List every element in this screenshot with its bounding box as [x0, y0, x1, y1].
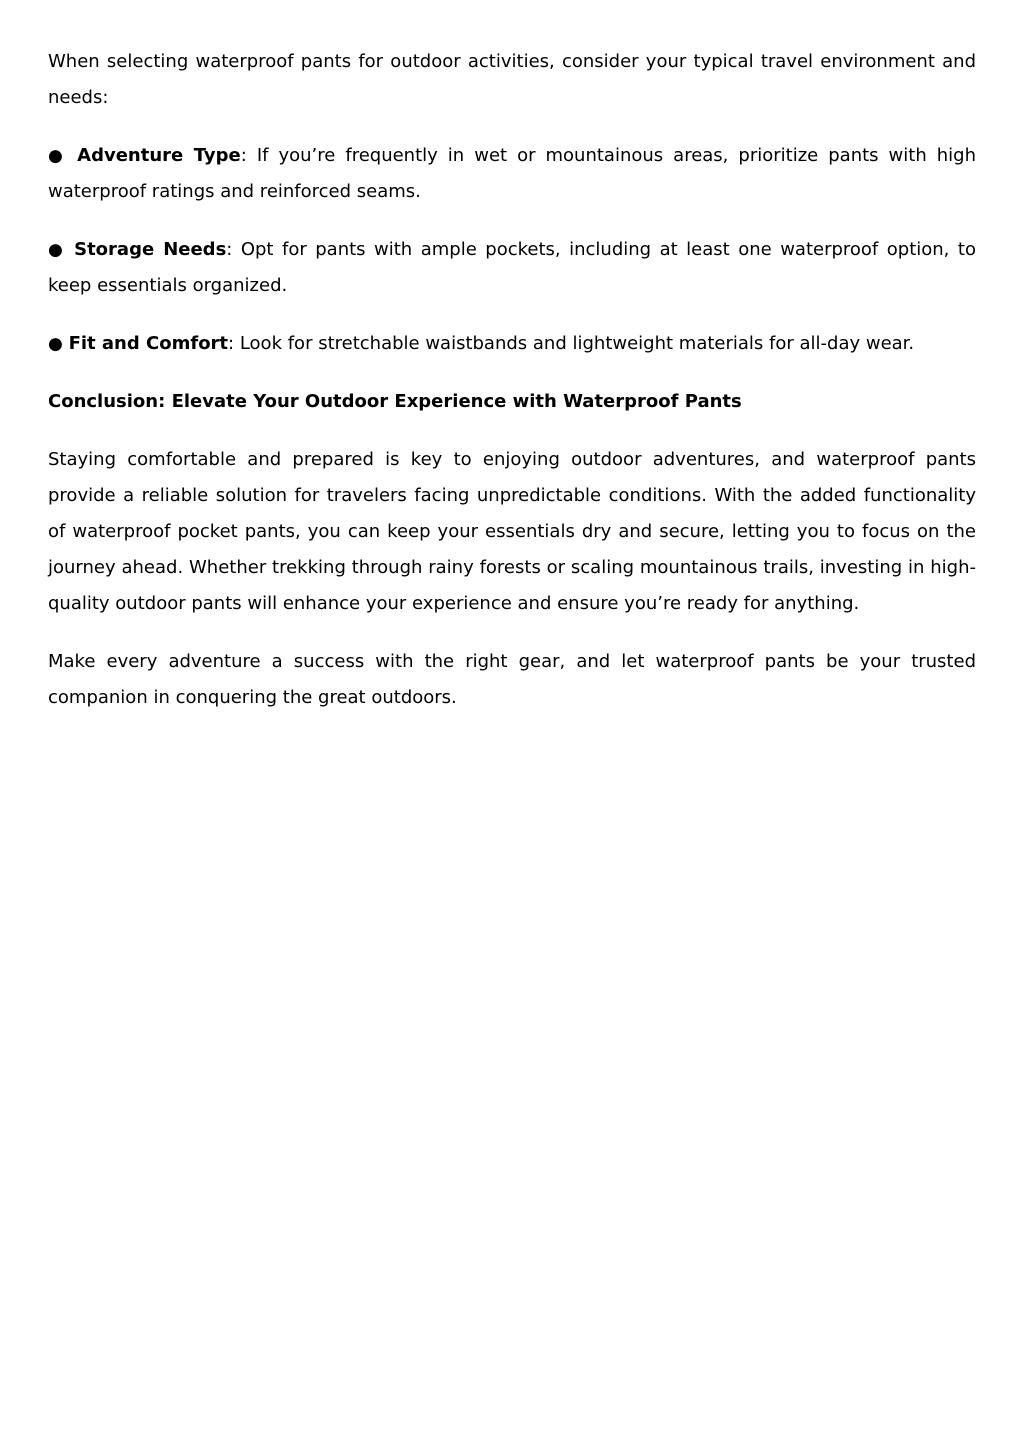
intro-paragraph: When selecting waterproof pants for outdoor activities, consider your typical travel environment and needs: [48, 51, 976, 108]
bullet-term: Storage Needs [74, 239, 227, 260]
bullet-text: : Look for stretchable waistbands and lightweight materials for all-day wear. [228, 333, 915, 354]
bullet-storage-needs [48, 232, 976, 304]
bullet-marker: ● [48, 334, 63, 354]
closing-paragraph: Make every adventure a success with the right gear, and let waterproof pants be your trusted companion in conquering the great outdoors. [48, 651, 976, 708]
conclusion-paragraph: Staying comfortable and prepared is key to enjoying outdoor adventures, and waterproof pants provide a reliable solution for travelers facing unpredictable conditions. With the added functionality of waterproof pocket pants, you can keep your essentials dry and secure, letting you to focus on the journey ahead. Whether trekking through rainy forests or scaling mountainous trails, investing in high-quality outdoor pants will enhance your experience and ensure you’re ready for anything. [48, 449, 976, 614]
bullet-fit-and-comfort [48, 326, 976, 362]
conclusion-heading: Conclusion: Elevate Your Outdoor Experience with Waterproof Pants [48, 391, 742, 412]
bullet-marker: ● [48, 240, 66, 260]
document-page [48, 44, 976, 738]
bullet-text: : Opt for pants with ample pockets, including at least one waterproof option, to keep essentials organized. [48, 239, 976, 296]
bullet-term: Fit and Comfort [68, 333, 229, 354]
bullet-adventure-type [48, 138, 976, 210]
bullet-term: Adventure Type [77, 145, 241, 166]
bullet-text: : If you’re frequently in wet or mountainous areas, prioritize pants with high waterproof ratings and reinforced seams. [48, 145, 976, 202]
bullet-marker: ● [48, 146, 68, 166]
